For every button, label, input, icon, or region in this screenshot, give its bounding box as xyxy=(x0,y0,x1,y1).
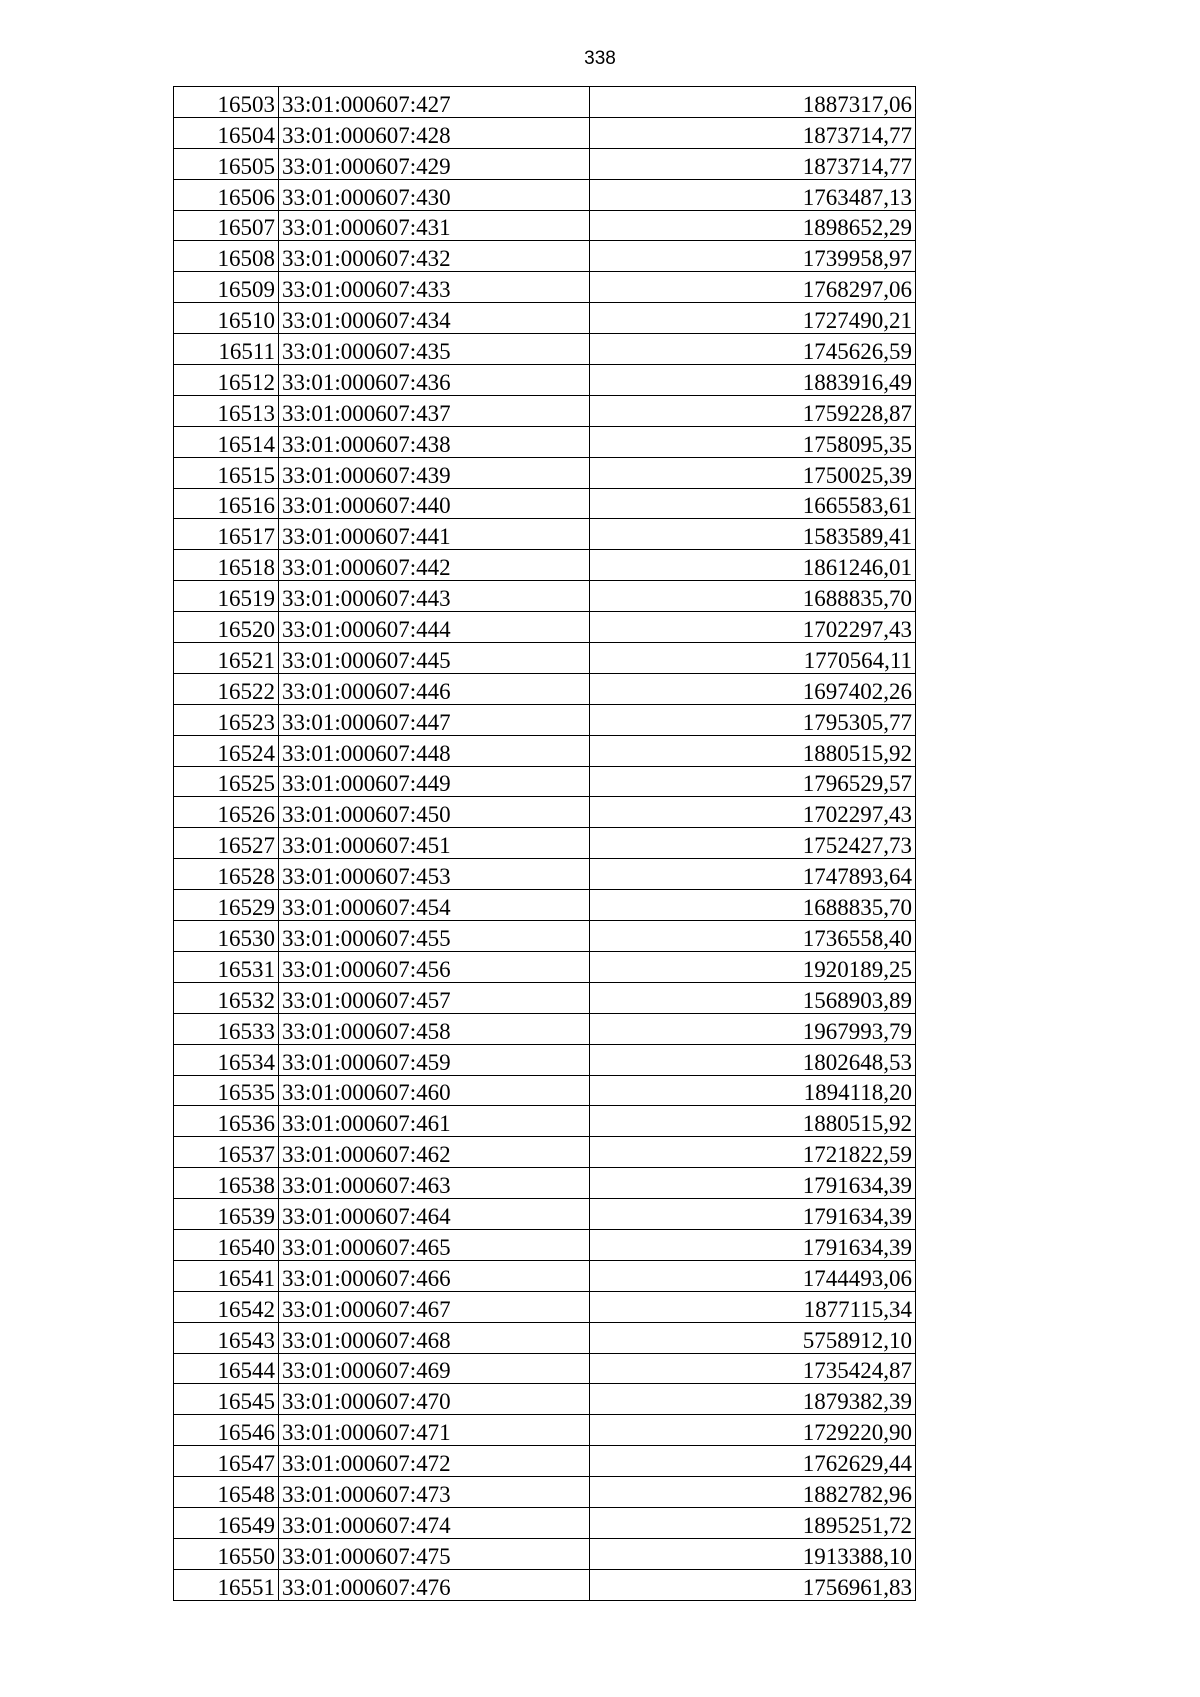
cadastral-number-cell: 33:01:000607:457 xyxy=(279,982,590,1013)
table-row xyxy=(174,890,916,921)
table-row xyxy=(174,395,916,426)
cadastral-number-cell: 33:01:000607:431 xyxy=(279,210,590,241)
table-row xyxy=(174,581,916,612)
cadastral-number-cell: 33:01:000607:463 xyxy=(279,1168,590,1199)
table-row xyxy=(174,828,916,859)
cadastral-number-cell: 33:01:000607:455 xyxy=(279,921,590,952)
cadastral-number-cell: 33:01:000607:464 xyxy=(279,1199,590,1230)
cadastral-number-cell: 33:01:000607:474 xyxy=(279,1507,590,1538)
cadastral-value-cell: 1744493,06 xyxy=(590,1260,916,1291)
cadastral-number-cell: 33:01:000607:465 xyxy=(279,1229,590,1260)
cadastral-number-cell: 33:01:000607:439 xyxy=(279,457,590,488)
cadastral-value-cell: 1688835,70 xyxy=(590,890,916,921)
row-number-cell: 16524 xyxy=(174,735,279,766)
cadastral-number-cell: 33:01:000607:451 xyxy=(279,828,590,859)
table-row xyxy=(174,1137,916,1168)
cadastral-value-cell: 5758912,10 xyxy=(590,1322,916,1353)
cadastral-value-cell: 1702297,43 xyxy=(590,797,916,828)
table-row xyxy=(174,1538,916,1569)
cadastral-number-cell: 33:01:000607:444 xyxy=(279,612,590,643)
table-row xyxy=(174,457,916,488)
cadastral-value-cell: 1721822,59 xyxy=(590,1137,916,1168)
table-row xyxy=(174,519,916,550)
table-row xyxy=(174,612,916,643)
cadastral-value-table xyxy=(173,86,916,1601)
table-row xyxy=(174,951,916,982)
row-number-cell: 16517 xyxy=(174,519,279,550)
row-number-cell: 16527 xyxy=(174,828,279,859)
cadastral-number-cell: 33:01:000607:441 xyxy=(279,519,590,550)
row-number-cell: 16534 xyxy=(174,1044,279,1075)
table-row xyxy=(174,241,916,272)
cadastral-value-cell: 1882782,96 xyxy=(590,1477,916,1508)
cadastral-number-cell: 33:01:000607:432 xyxy=(279,241,590,272)
table-row xyxy=(174,1291,916,1322)
table-row xyxy=(174,1384,916,1415)
cadastral-value-cell: 1913388,10 xyxy=(590,1538,916,1569)
table-row xyxy=(174,1106,916,1137)
table-row xyxy=(174,1229,916,1260)
row-number-cell: 16519 xyxy=(174,581,279,612)
cadastral-value-cell: 1759228,87 xyxy=(590,395,916,426)
row-number-cell: 16543 xyxy=(174,1322,279,1353)
table-row xyxy=(174,550,916,581)
cadastral-number-cell: 33:01:000607:443 xyxy=(279,581,590,612)
table-row xyxy=(174,1199,916,1230)
table-row xyxy=(174,1353,916,1384)
cadastral-value-cell: 1920189,25 xyxy=(590,951,916,982)
row-number-cell: 16523 xyxy=(174,704,279,735)
cadastral-number-cell: 33:01:000607:449 xyxy=(279,766,590,797)
row-number-cell: 16541 xyxy=(174,1260,279,1291)
row-number-cell: 16513 xyxy=(174,395,279,426)
cadastral-number-cell: 33:01:000607:469 xyxy=(279,1353,590,1384)
row-number-cell: 16537 xyxy=(174,1137,279,1168)
row-number-cell: 16531 xyxy=(174,951,279,982)
cadastral-number-cell: 33:01:000607:437 xyxy=(279,395,590,426)
table-row xyxy=(174,1507,916,1538)
row-number-cell: 16547 xyxy=(174,1446,279,1477)
cadastral-value-cell: 1967993,79 xyxy=(590,1013,916,1044)
table-row xyxy=(174,1168,916,1199)
cadastral-number-cell: 33:01:000607:438 xyxy=(279,426,590,457)
row-number-cell: 16546 xyxy=(174,1415,279,1446)
cadastral-value-cell: 1745626,59 xyxy=(590,334,916,365)
cadastral-value-cell: 1756961,83 xyxy=(590,1569,916,1600)
cadastral-number-cell: 33:01:000607:429 xyxy=(279,148,590,179)
row-number-cell: 16550 xyxy=(174,1538,279,1569)
table-row xyxy=(174,1322,916,1353)
cadastral-value-cell: 1739958,97 xyxy=(590,241,916,272)
row-number-cell: 16551 xyxy=(174,1569,279,1600)
page-number: 338 xyxy=(584,48,616,69)
table-row xyxy=(174,921,916,952)
row-number-cell: 16512 xyxy=(174,365,279,396)
table-row xyxy=(174,1477,916,1508)
cadastral-number-cell: 33:01:000607:460 xyxy=(279,1075,590,1106)
row-number-cell: 16522 xyxy=(174,673,279,704)
row-number-cell: 16530 xyxy=(174,921,279,952)
cadastral-number-cell: 33:01:000607:440 xyxy=(279,488,590,519)
cadastral-value-cell: 1880515,92 xyxy=(590,1106,916,1137)
row-number-cell: 16528 xyxy=(174,859,279,890)
table-row xyxy=(174,859,916,890)
table-row xyxy=(174,272,916,303)
table-row xyxy=(174,704,916,735)
table-row xyxy=(174,673,916,704)
cadastral-value-cell: 1768297,06 xyxy=(590,272,916,303)
table-row xyxy=(174,117,916,148)
cadastral-number-cell: 33:01:000607:475 xyxy=(279,1538,590,1569)
cadastral-number-cell: 33:01:000607:454 xyxy=(279,890,590,921)
cadastral-number-cell: 33:01:000607:450 xyxy=(279,797,590,828)
row-number-cell: 16549 xyxy=(174,1507,279,1538)
cadastral-number-cell: 33:01:000607:467 xyxy=(279,1291,590,1322)
cadastral-number-cell: 33:01:000607:470 xyxy=(279,1384,590,1415)
cadastral-value-cell: 1665583,61 xyxy=(590,488,916,519)
row-number-cell: 16503 xyxy=(174,87,279,118)
table-row xyxy=(174,179,916,210)
cadastral-value-cell: 1791634,39 xyxy=(590,1199,916,1230)
cadastral-number-cell: 33:01:000607:436 xyxy=(279,365,590,396)
cadastral-value-cell: 1758095,35 xyxy=(590,426,916,457)
table-row xyxy=(174,488,916,519)
row-number-cell: 16510 xyxy=(174,303,279,334)
cadastral-value-cell: 1750025,39 xyxy=(590,457,916,488)
table-row xyxy=(174,303,916,334)
row-number-cell: 16539 xyxy=(174,1199,279,1230)
cadastral-value-cell: 1873714,77 xyxy=(590,117,916,148)
row-number-cell: 16535 xyxy=(174,1075,279,1106)
cadastral-value-cell: 1736558,40 xyxy=(590,921,916,952)
row-number-cell: 16536 xyxy=(174,1106,279,1137)
table-row xyxy=(174,1075,916,1106)
cadastral-value-cell: 1568903,89 xyxy=(590,982,916,1013)
cadastral-number-cell: 33:01:000607:466 xyxy=(279,1260,590,1291)
cadastral-value-cell: 1583589,41 xyxy=(590,519,916,550)
cadastral-number-cell: 33:01:000607:448 xyxy=(279,735,590,766)
row-number-cell: 16516 xyxy=(174,488,279,519)
cadastral-value-cell: 1770564,11 xyxy=(590,643,916,674)
cadastral-number-cell: 33:01:000607:430 xyxy=(279,179,590,210)
cadastral-value-cell: 1861246,01 xyxy=(590,550,916,581)
table-row xyxy=(174,797,916,828)
row-number-cell: 16514 xyxy=(174,426,279,457)
row-number-cell: 16508 xyxy=(174,241,279,272)
cadastral-number-cell: 33:01:000607:445 xyxy=(279,643,590,674)
cadastral-value-cell: 1791634,39 xyxy=(590,1168,916,1199)
cadastral-number-cell: 33:01:000607:428 xyxy=(279,117,590,148)
row-number-cell: 16538 xyxy=(174,1168,279,1199)
row-number-cell: 16504 xyxy=(174,117,279,148)
cadastral-value-cell: 1702297,43 xyxy=(590,612,916,643)
cadastral-number-cell: 33:01:000607:459 xyxy=(279,1044,590,1075)
cadastral-number-cell: 33:01:000607:442 xyxy=(279,550,590,581)
cadastral-value-cell: 1796529,57 xyxy=(590,766,916,797)
row-number-cell: 16533 xyxy=(174,1013,279,1044)
row-number-cell: 16526 xyxy=(174,797,279,828)
cadastral-number-cell: 33:01:000607:427 xyxy=(279,87,590,118)
cadastral-number-cell: 33:01:000607:458 xyxy=(279,1013,590,1044)
cadastral-value-cell: 1763487,13 xyxy=(590,179,916,210)
cadastral-number-cell: 33:01:000607:476 xyxy=(279,1569,590,1600)
cadastral-number-cell: 33:01:000607:433 xyxy=(279,272,590,303)
cadastral-value-cell: 1883916,49 xyxy=(590,365,916,396)
row-number-cell: 16518 xyxy=(174,550,279,581)
row-number-cell: 16548 xyxy=(174,1477,279,1508)
cadastral-value-cell: 1697402,26 xyxy=(590,673,916,704)
cadastral-number-cell: 33:01:000607:453 xyxy=(279,859,590,890)
row-number-cell: 16507 xyxy=(174,210,279,241)
cadastral-number-cell: 33:01:000607:472 xyxy=(279,1446,590,1477)
table-row xyxy=(174,1013,916,1044)
table-row xyxy=(174,426,916,457)
cadastral-value-cell: 1735424,87 xyxy=(590,1353,916,1384)
cadastral-number-cell: 33:01:000607:435 xyxy=(279,334,590,365)
table-row xyxy=(174,766,916,797)
cadastral-value-cell: 1894118,20 xyxy=(590,1075,916,1106)
row-number-cell: 16505 xyxy=(174,148,279,179)
cadastral-number-cell: 33:01:000607:462 xyxy=(279,1137,590,1168)
cadastral-number-cell: 33:01:000607:434 xyxy=(279,303,590,334)
row-number-cell: 16509 xyxy=(174,272,279,303)
table-row xyxy=(174,148,916,179)
cadastral-value-cell: 1887317,06 xyxy=(590,87,916,118)
row-number-cell: 16544 xyxy=(174,1353,279,1384)
cadastral-value-cell: 1879382,39 xyxy=(590,1384,916,1415)
table-row xyxy=(174,1446,916,1477)
table-row xyxy=(174,87,916,118)
table-row xyxy=(174,1415,916,1446)
table-row xyxy=(174,1260,916,1291)
row-number-cell: 16506 xyxy=(174,179,279,210)
cadastral-value-cell: 1880515,92 xyxy=(590,735,916,766)
cadastral-value-cell: 1898652,29 xyxy=(590,210,916,241)
row-number-cell: 16542 xyxy=(174,1291,279,1322)
cadastral-value-cell: 1895251,72 xyxy=(590,1507,916,1538)
cadastral-value-cell: 1747893,64 xyxy=(590,859,916,890)
table-row xyxy=(174,1569,916,1600)
row-number-cell: 16532 xyxy=(174,982,279,1013)
row-number-cell: 16540 xyxy=(174,1229,279,1260)
table-row xyxy=(174,643,916,674)
row-number-cell: 16515 xyxy=(174,457,279,488)
row-number-cell: 16545 xyxy=(174,1384,279,1415)
cadastral-number-cell: 33:01:000607:456 xyxy=(279,951,590,982)
table-row xyxy=(174,334,916,365)
cadastral-value-cell: 1688835,70 xyxy=(590,581,916,612)
cadastral-number-cell: 33:01:000607:446 xyxy=(279,673,590,704)
row-number-cell: 16529 xyxy=(174,890,279,921)
cadastral-value-cell: 1727490,21 xyxy=(590,303,916,334)
table-row xyxy=(174,1044,916,1075)
cadastral-value-cell: 1873714,77 xyxy=(590,148,916,179)
cadastral-number-cell: 33:01:000607:473 xyxy=(279,1477,590,1508)
cadastral-value-cell: 1752427,73 xyxy=(590,828,916,859)
table-row xyxy=(174,735,916,766)
cadastral-number-cell: 33:01:000607:468 xyxy=(279,1322,590,1353)
table-row xyxy=(174,982,916,1013)
cadastral-value-cell: 1795305,77 xyxy=(590,704,916,735)
row-number-cell: 16521 xyxy=(174,643,279,674)
row-number-cell: 16511 xyxy=(174,334,279,365)
cadastral-number-cell: 33:01:000607:461 xyxy=(279,1106,590,1137)
cadastral-value-cell: 1791634,39 xyxy=(590,1229,916,1260)
table-row xyxy=(174,210,916,241)
cadastral-number-cell: 33:01:000607:471 xyxy=(279,1415,590,1446)
table-row xyxy=(174,365,916,396)
table-body xyxy=(174,87,916,1601)
row-number-cell: 16520 xyxy=(174,612,279,643)
cadastral-value-cell: 1729220,90 xyxy=(590,1415,916,1446)
cadastral-value-cell: 1762629,44 xyxy=(590,1446,916,1477)
row-number-cell: 16525 xyxy=(174,766,279,797)
cadastral-value-cell: 1877115,34 xyxy=(590,1291,916,1322)
cadastral-value-cell: 1802648,53 xyxy=(590,1044,916,1075)
cadastral-number-cell: 33:01:000607:447 xyxy=(279,704,590,735)
